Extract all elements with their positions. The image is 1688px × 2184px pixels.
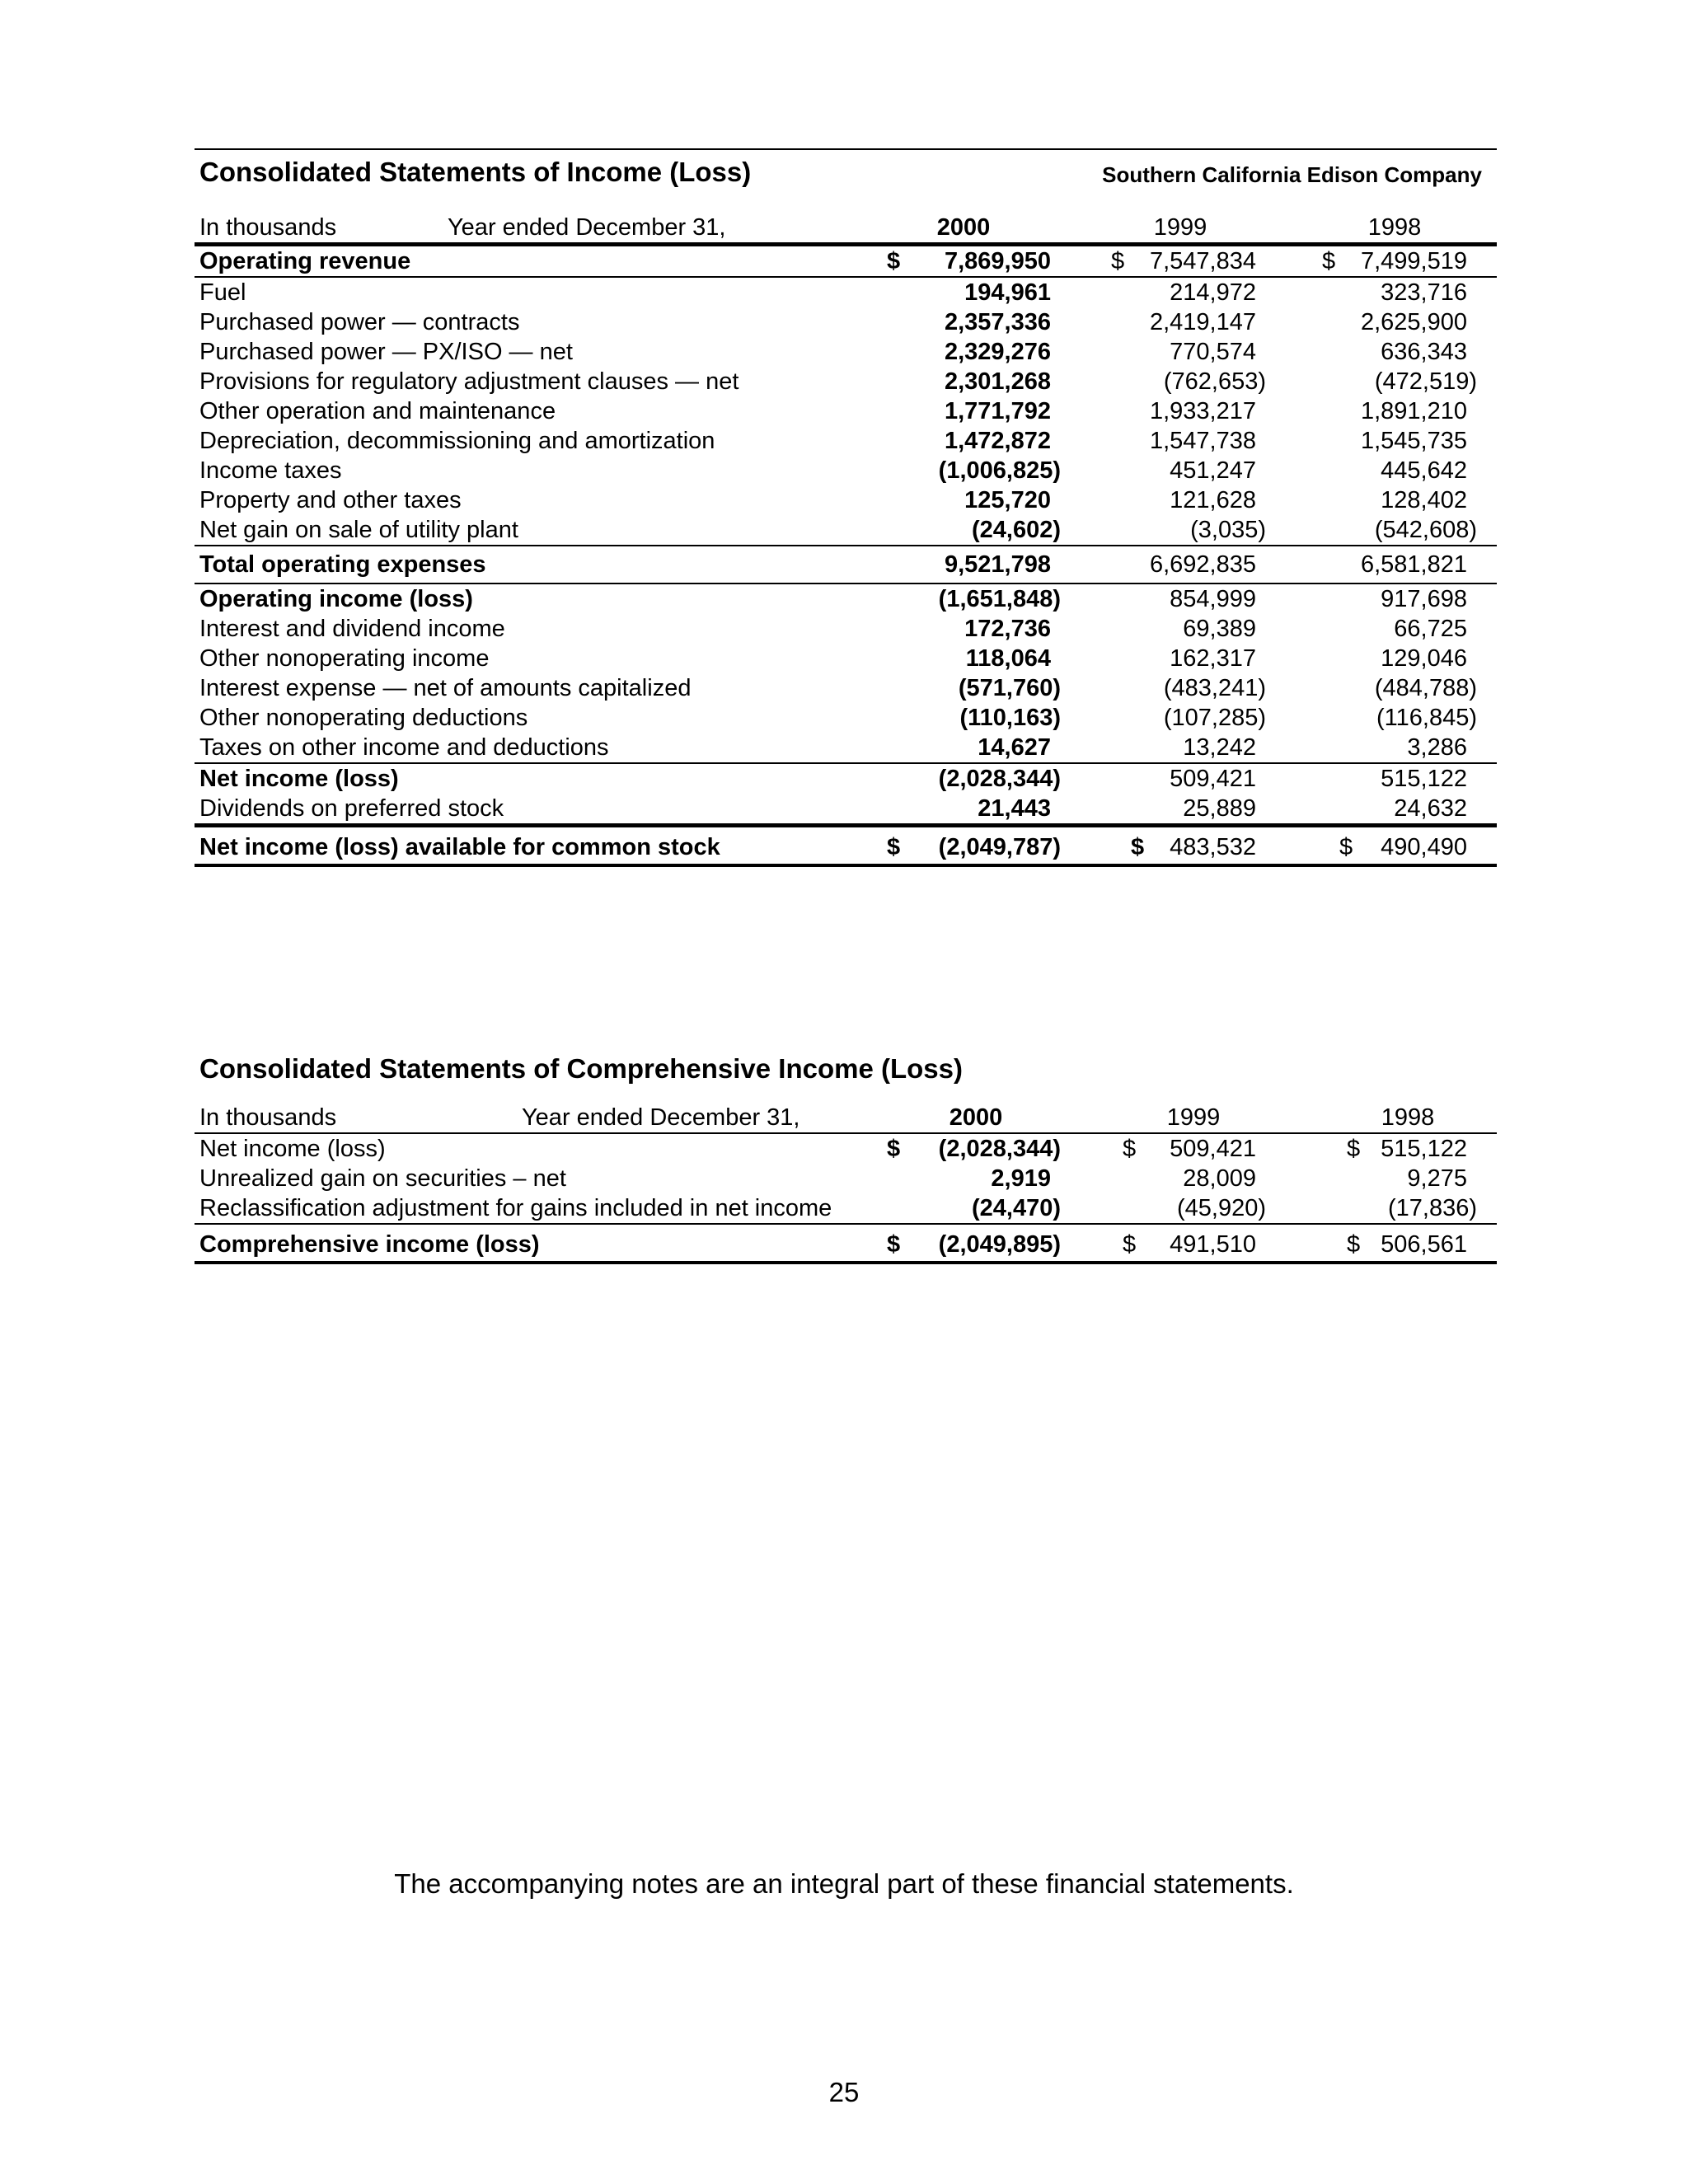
currency-symbol: $ bbox=[1339, 834, 1353, 860]
table-row bbox=[195, 396, 1497, 426]
value-1998: 445,642 bbox=[1381, 457, 1467, 484]
value-1999: 483,532 bbox=[1170, 834, 1256, 860]
value-1999: 509,421 bbox=[1170, 766, 1256, 792]
value-2000: 194,961 bbox=[964, 279, 1051, 306]
currency-symbol: $ bbox=[1111, 248, 1125, 274]
value-1999: (483,241) bbox=[1163, 675, 1266, 701]
table-row bbox=[195, 1134, 1497, 1164]
value-1999: 2,419,147 bbox=[1149, 309, 1256, 335]
table-row bbox=[195, 485, 1497, 515]
value-1999: 69,389 bbox=[1183, 616, 1256, 642]
value-1998: 1,545,735 bbox=[1360, 428, 1467, 454]
value-1998: (542,608) bbox=[1374, 517, 1477, 543]
value-2000: 172,736 bbox=[964, 616, 1051, 642]
table-row bbox=[195, 733, 1497, 764]
income-column-header bbox=[195, 213, 1497, 246]
table-row bbox=[195, 278, 1497, 307]
table-row bbox=[195, 584, 1497, 614]
value-1998: 1,891,210 bbox=[1360, 398, 1467, 424]
value-1999: 770,574 bbox=[1170, 339, 1256, 365]
table-row-total bbox=[195, 546, 1497, 584]
comprehensive-income-statement bbox=[195, 1045, 1497, 1264]
currency-symbol: $ bbox=[1347, 1136, 1361, 1162]
table-row bbox=[195, 367, 1497, 396]
value-1998: 9,275 bbox=[1407, 1165, 1467, 1192]
currency-symbol: $ bbox=[887, 248, 901, 274]
value-1999: 214,972 bbox=[1170, 279, 1256, 306]
table-row bbox=[195, 515, 1497, 546]
currency-symbol: $ bbox=[1123, 1231, 1137, 1258]
value-2000: (1,651,848) bbox=[938, 586, 1061, 612]
value-2000: (2,028,344) bbox=[938, 1136, 1061, 1162]
table-row bbox=[195, 307, 1497, 337]
table-row bbox=[195, 644, 1497, 673]
row-label: Reclassification adjustment for gains included in net income bbox=[199, 1195, 832, 1221]
value-1999: 7,547,834 bbox=[1149, 248, 1256, 274]
value-1998: 24,632 bbox=[1394, 795, 1467, 822]
value-1998: 636,343 bbox=[1381, 339, 1467, 365]
value-2000: (2,049,895) bbox=[938, 1231, 1061, 1258]
currency-symbol: $ bbox=[887, 834, 901, 860]
row-label: Fuel bbox=[199, 279, 246, 306]
value-2000: 2,301,268 bbox=[944, 368, 1051, 395]
value-1998: (17,836) bbox=[1387, 1195, 1477, 1221]
value-1999: (45,920) bbox=[1176, 1195, 1266, 1221]
value-1999: 509,421 bbox=[1170, 1136, 1256, 1162]
currency-symbol: $ bbox=[1347, 1231, 1361, 1258]
company-name: Southern California Edison Company bbox=[1102, 162, 1482, 187]
table-row bbox=[195, 1164, 1497, 1193]
value-2000: 7,869,950 bbox=[944, 248, 1051, 274]
value-1999: 491,510 bbox=[1170, 1231, 1256, 1258]
units-label: In thousands bbox=[199, 214, 337, 241]
value-1999: 1,547,738 bbox=[1149, 428, 1256, 454]
row-label: Other operation and maintenance bbox=[199, 398, 556, 424]
header-year-1998: 1998 bbox=[1381, 1104, 1435, 1131]
value-1998: 506,561 bbox=[1381, 1231, 1467, 1258]
value-1999: 28,009 bbox=[1183, 1165, 1256, 1192]
header-year-1999: 1999 bbox=[1166, 1104, 1221, 1131]
value-1998: (116,845) bbox=[1376, 705, 1477, 731]
value-1998: 490,490 bbox=[1381, 834, 1467, 860]
value-1999: 1,933,217 bbox=[1149, 398, 1256, 424]
header-year-2000: 2000 bbox=[936, 214, 991, 241]
row-label: Provisions for regulatory adjustment clauses — net bbox=[199, 368, 739, 395]
table-row bbox=[195, 337, 1497, 367]
value-2000: 1,472,872 bbox=[944, 428, 1051, 454]
value-2000: 21,443 bbox=[978, 795, 1051, 822]
row-label: Operating income (loss) bbox=[199, 586, 473, 612]
table-row-total bbox=[195, 1225, 1497, 1264]
row-label: Total operating expenses bbox=[199, 551, 486, 578]
value-1998: 129,046 bbox=[1381, 645, 1467, 672]
header-year-1999: 1999 bbox=[1153, 214, 1207, 241]
value-1998: 6,581,821 bbox=[1360, 551, 1467, 578]
row-label: Net income (loss) available for common stock bbox=[199, 834, 720, 860]
value-2000: (24,602) bbox=[971, 517, 1061, 543]
value-1998: 128,402 bbox=[1381, 487, 1467, 513]
value-1998: 7,499,519 bbox=[1360, 248, 1467, 274]
value-1999: 854,999 bbox=[1170, 586, 1256, 612]
footer-note: The accompanying notes are an integral part of these financial statements. bbox=[394, 1868, 1294, 1899]
value-2000: 2,329,276 bbox=[944, 339, 1051, 365]
value-1998: (484,788) bbox=[1374, 675, 1477, 701]
value-1998: 515,122 bbox=[1381, 766, 1467, 792]
row-label: Income taxes bbox=[199, 457, 342, 484]
value-1998: 323,716 bbox=[1381, 279, 1467, 306]
value-2000: (2,049,787) bbox=[938, 834, 1061, 860]
period-label: Year ended December 31, bbox=[448, 214, 726, 241]
value-1998: 3,286 bbox=[1407, 734, 1467, 761]
table-row bbox=[195, 246, 1497, 278]
period-label: Year ended December 31, bbox=[522, 1104, 800, 1131]
value-2000: 118,064 bbox=[965, 645, 1051, 672]
table-row-total bbox=[195, 827, 1497, 867]
header-year-1998: 1998 bbox=[1367, 214, 1422, 241]
value-1998: (472,519) bbox=[1374, 368, 1477, 395]
table-row bbox=[195, 456, 1497, 485]
row-label: Net gain on sale of utility plant bbox=[199, 517, 518, 543]
row-label: Unrealized gain on securities – net bbox=[199, 1165, 566, 1192]
row-label: Property and other taxes bbox=[199, 487, 462, 513]
value-1998: 66,725 bbox=[1394, 616, 1467, 642]
value-2000: 125,720 bbox=[964, 487, 1051, 513]
row-label: Comprehensive income (loss) bbox=[199, 1231, 540, 1258]
value-2000: (1,006,825) bbox=[938, 457, 1061, 484]
value-2000: 9,521,798 bbox=[944, 551, 1051, 578]
currency-symbol: $ bbox=[1322, 248, 1336, 274]
table-row bbox=[195, 426, 1497, 456]
row-label: Other nonoperating income bbox=[199, 645, 490, 672]
value-2000: 1,771,792 bbox=[944, 398, 1051, 424]
value-1998: 515,122 bbox=[1381, 1136, 1467, 1162]
comprehensive-title-row bbox=[195, 1045, 1497, 1103]
row-label: Interest and dividend income bbox=[199, 616, 505, 642]
value-2000: 14,627 bbox=[978, 734, 1051, 761]
row-label: Taxes on other income and deductions bbox=[199, 734, 609, 761]
value-1999: 6,692,835 bbox=[1149, 551, 1256, 578]
comprehensive-column-header bbox=[195, 1103, 1497, 1134]
value-1999: 162,317 bbox=[1170, 645, 1256, 672]
row-label: Net income (loss) bbox=[199, 766, 399, 792]
income-title: Consolidated Statements of Income (Loss) bbox=[199, 157, 752, 187]
row-label: Interest expense — net of amounts capitalized bbox=[199, 675, 692, 701]
page-number: 25 bbox=[828, 2077, 860, 2107]
value-1998: 917,698 bbox=[1381, 586, 1467, 612]
value-2000: 2,919 bbox=[991, 1165, 1051, 1192]
comprehensive-title: Consolidated Statements of Comprehensive Income (Loss) bbox=[199, 1053, 963, 1084]
row-label: Operating revenue bbox=[199, 248, 411, 274]
units-label: In thousands bbox=[199, 1104, 337, 1131]
currency-symbol: $ bbox=[1131, 834, 1145, 860]
table-row bbox=[195, 703, 1497, 733]
value-2000: 2,357,336 bbox=[944, 309, 1051, 335]
table-row bbox=[195, 673, 1497, 703]
value-1999: (3,035) bbox=[1190, 517, 1266, 543]
value-1999: (107,285) bbox=[1163, 705, 1266, 731]
row-label: Depreciation, decommissioning and amortization bbox=[199, 428, 715, 454]
row-label: Net income (loss) bbox=[199, 1136, 386, 1162]
row-label: Purchased power — contracts bbox=[199, 309, 520, 335]
value-2000: (24,470) bbox=[971, 1195, 1061, 1221]
value-1999: 121,628 bbox=[1170, 487, 1256, 513]
header-year-2000: 2000 bbox=[949, 1104, 1003, 1131]
row-label: Purchased power — PX/ISO — net bbox=[199, 339, 573, 365]
table-row bbox=[195, 1193, 1497, 1225]
value-1999: (762,653) bbox=[1163, 368, 1266, 395]
value-2000: (110,163) bbox=[959, 705, 1061, 731]
row-label: Other nonoperating deductions bbox=[199, 705, 528, 731]
value-1999: 13,242 bbox=[1183, 734, 1256, 761]
value-2000: (571,760) bbox=[958, 675, 1061, 701]
value-1998: 2,625,900 bbox=[1360, 309, 1467, 335]
currency-symbol: $ bbox=[887, 1231, 901, 1258]
income-statement bbox=[195, 148, 1497, 867]
value-2000: (2,028,344) bbox=[938, 766, 1061, 792]
value-1999: 25,889 bbox=[1183, 795, 1256, 822]
table-row bbox=[195, 614, 1497, 644]
row-label: Dividends on preferred stock bbox=[199, 795, 504, 822]
value-1999: 451,247 bbox=[1170, 457, 1256, 484]
table-row bbox=[195, 794, 1497, 827]
table-row bbox=[195, 764, 1497, 794]
income-title-row bbox=[195, 150, 1497, 196]
currency-symbol: $ bbox=[1123, 1136, 1137, 1162]
currency-symbol: $ bbox=[887, 1136, 901, 1162]
